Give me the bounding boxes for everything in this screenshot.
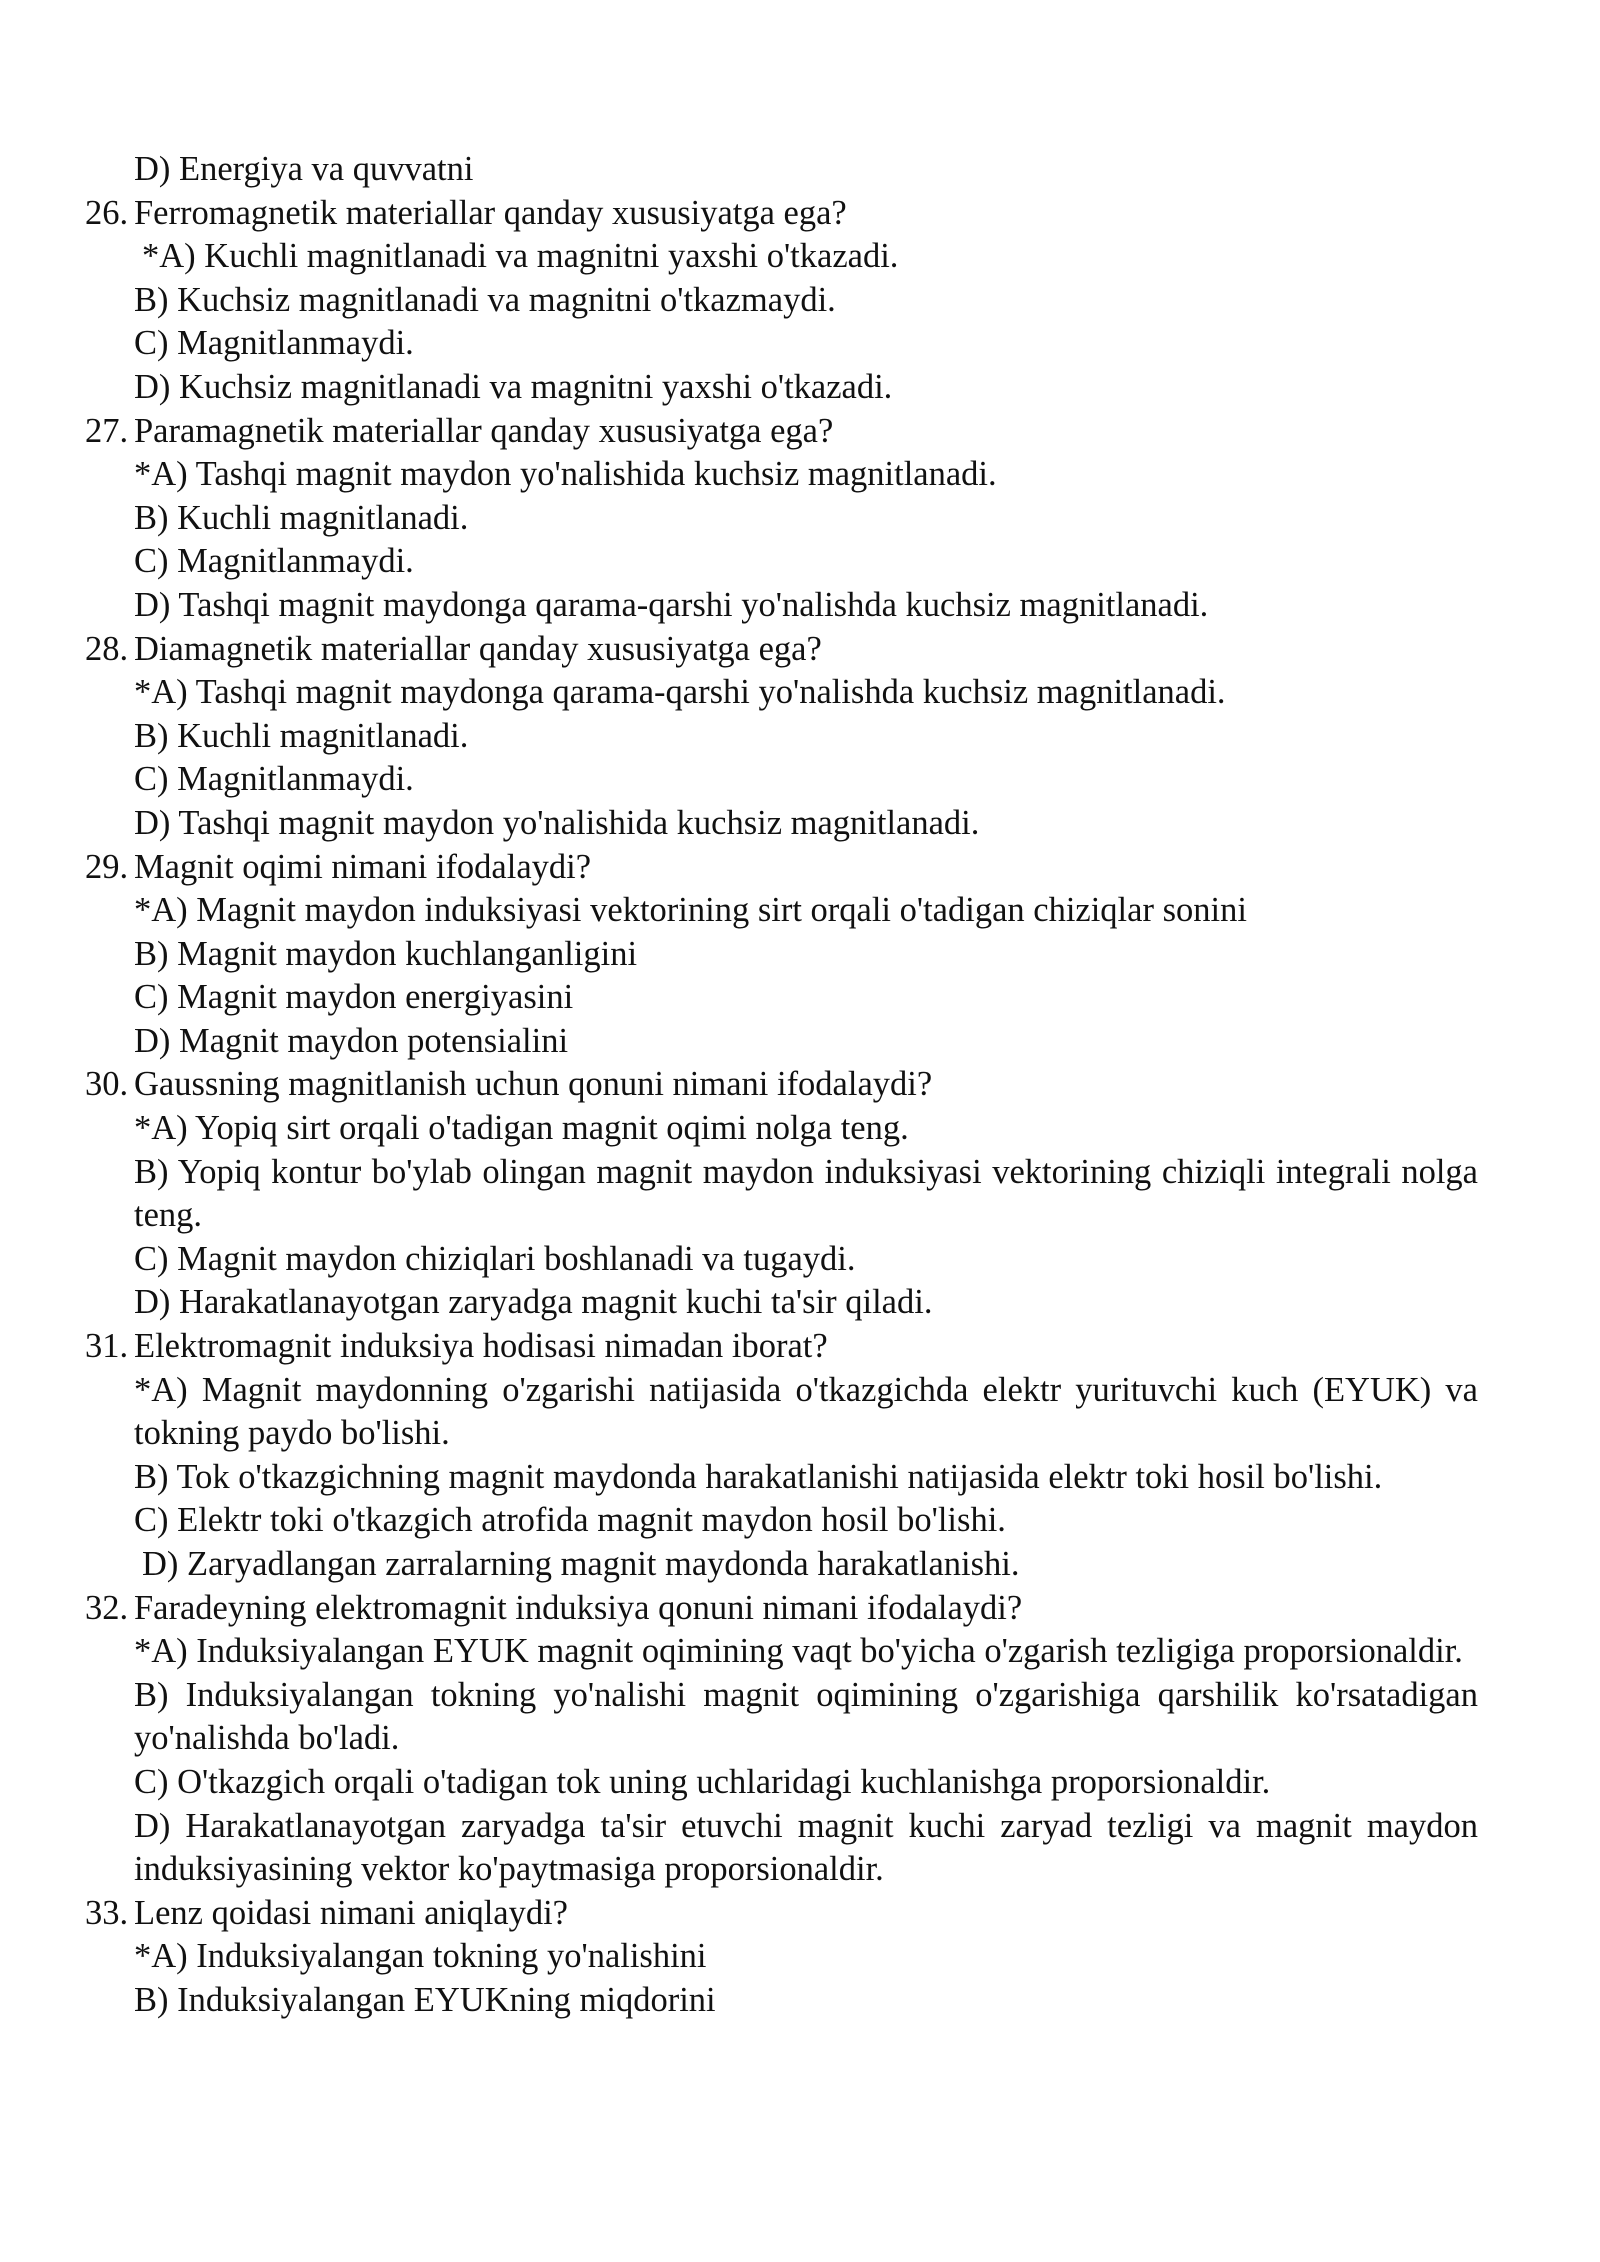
question-line bbox=[0, 1587, 1600, 1631]
answer-option bbox=[0, 933, 1600, 977]
answer-option-text: B) Induksiyalangan tokning yo'nalishi magnit oqimining o'zgarishiga qarshilik ko'rsatadigan yo'nalishda bo'ladi. bbox=[134, 1675, 1478, 1758]
answer-option bbox=[134, 1151, 1478, 1238]
answer-option-text: C) Magnit maydon chiziqlari boshlanadi va tugaydi. bbox=[134, 1239, 856, 1278]
answer-option-text: C) Magnitlanmaydi. bbox=[134, 324, 414, 363]
answer-option-text: *A) Yopiq sirt orqali o'tadigan magnit oqimi nolga teng. bbox=[134, 1109, 909, 1148]
answer-option bbox=[0, 802, 1600, 846]
answer-option bbox=[0, 1935, 1600, 1979]
question-number: 32. bbox=[85, 1588, 129, 1627]
question-number: 26. bbox=[85, 193, 129, 232]
answer-option bbox=[0, 889, 1600, 933]
answer-option bbox=[0, 148, 1600, 192]
answer-option-text: B) Induksiyalangan EYUKning miqdorini bbox=[134, 1980, 716, 2019]
answer-option bbox=[0, 584, 1600, 628]
answer-option bbox=[0, 1761, 1600, 1805]
answer-option bbox=[0, 279, 1600, 323]
question-line bbox=[0, 1063, 1600, 1107]
answer-option bbox=[0, 453, 1600, 497]
answer-option-text: C) Elektr toki o'tkazgich atrofida magnit maydon hosil bo'lishi. bbox=[134, 1501, 1006, 1540]
answer-option bbox=[0, 235, 1600, 279]
answer-option-text: *A) Induksiyalangan EYUK magnit oqimining vaqt bo'yicha o'zgarish tezligiga proporsionaldir. bbox=[134, 1632, 1463, 1671]
answer-option-text: B) Kuchli magnitlanadi. bbox=[134, 716, 469, 755]
answer-option-text: D) Harakatlanayotgan zaryadga ta'sir etuvchi magnit kuchi zaryad tezligi va magnit maydon induksiyasining vektor ko'paytmasiga proporsionaldir. bbox=[134, 1806, 1478, 1889]
question-line bbox=[0, 628, 1600, 672]
answer-option-text: *A) Induksiyalangan tokning yo'nalishini bbox=[134, 1937, 707, 1976]
answer-option-text: C) Magnitlanmaydi. bbox=[134, 760, 414, 799]
answer-option bbox=[0, 497, 1600, 541]
answer-option-text: D) Zaryadlangan zarralarning magnit maydonda harakatlanishi. bbox=[142, 1545, 1020, 1583]
answer-option-text: B) Magnit maydon kuchlanganligini bbox=[134, 934, 638, 973]
question-text: Lenz qoidasi nimani aniqlaydi? bbox=[134, 1893, 568, 1932]
answer-option bbox=[0, 1499, 1600, 1543]
answer-option-text: B) Kuchsiz magnitlanadi va magnitni o'tkazmaydi. bbox=[134, 280, 836, 319]
question-number: 30. bbox=[85, 1065, 129, 1104]
answer-option-text: B) Tok o'tkazgichning magnit maydonda harakatlanishi natijasida elektr toki hosil bo'lishi. bbox=[134, 1457, 1383, 1496]
question-text: Diamagnetik materiallar qanday xususiyatga ega? bbox=[134, 629, 822, 668]
question-line bbox=[0, 192, 1600, 236]
answer-option bbox=[134, 1805, 1478, 1892]
answer-option bbox=[134, 1630, 1478, 1674]
answer-option-text: *A) Magnit maydon induksiyasi vektorining sirt orqali o'tadigan chiziqlar sonini bbox=[134, 891, 1247, 930]
question-text: Paramagnetik materiallar qanday xususiyatga ega? bbox=[134, 411, 834, 450]
answer-option bbox=[134, 1369, 1478, 1456]
answer-option-text: *A) Magnit maydonning o'zgarishi natijasida o'tkazgichda elektr yurituvchi kuch (EYUK) va tokning paydo bo'lishi. bbox=[134, 1370, 1478, 1453]
answer-option-text: *A) Tashqi magnit maydon yo'nalishida kuchsiz magnitlanadi. bbox=[134, 455, 997, 494]
answer-option-text: D) Kuchsiz magnitlanadi va magnitni yaxshi o'tkazadi. bbox=[134, 367, 893, 406]
question-line bbox=[0, 1892, 1600, 1936]
answer-option bbox=[0, 1107, 1600, 1151]
answer-option-text: *A) Tashqi magnit maydonga qarama-qarshi yo'nalishda kuchsiz magnitlanadi. bbox=[134, 673, 1226, 712]
answer-option-text: D) Magnit maydon potensialini bbox=[134, 1021, 569, 1060]
answer-option bbox=[0, 1238, 1600, 1282]
answer-option-text: D) Energiya va quvvatni bbox=[134, 150, 474, 188]
answer-option bbox=[0, 671, 1600, 715]
question-line bbox=[0, 410, 1600, 454]
answer-option bbox=[0, 322, 1600, 366]
question-text: Gaussning magnitlanish uchun qonuni nimani ifodalaydi? bbox=[134, 1065, 933, 1104]
question-number: 27. bbox=[85, 411, 129, 450]
answer-option-text: *A) Kuchli magnitlanadi va magnitni yaxshi o'tkazadi. bbox=[142, 237, 899, 276]
answer-option bbox=[0, 1020, 1600, 1064]
question-number: 29. bbox=[85, 847, 129, 886]
question-text: Faradeyning elektromagnit induksiya qonuni nimani ifodalaydi? bbox=[134, 1588, 1023, 1627]
answer-option-text: B) Kuchli magnitlanadi. bbox=[134, 498, 469, 537]
answer-option-text: C) Magnit maydon energiyasini bbox=[134, 978, 574, 1017]
answer-option-text: D) Tashqi magnit maydonga qarama-qarshi yo'nalishda kuchsiz magnitlanadi. bbox=[134, 585, 1209, 624]
question-text: Magnit oqimi nimani ifodalaydi? bbox=[134, 847, 592, 886]
answer-option bbox=[0, 366, 1600, 410]
answer-option bbox=[0, 1543, 1600, 1587]
answer-option-text: C) Magnitlanmaydi. bbox=[134, 542, 414, 581]
answer-option bbox=[0, 758, 1600, 802]
answer-option-text: B) Yopiq kontur bo'ylab olingan magnit maydon induksiyasi vektorining chiziqli integrali nolga teng. bbox=[134, 1152, 1478, 1235]
answer-option bbox=[0, 1281, 1600, 1325]
answer-option bbox=[134, 1674, 1478, 1761]
question-number: 33. bbox=[85, 1893, 129, 1932]
question-text: Ferromagnetik materiallar qanday xususiyatga ega? bbox=[134, 193, 847, 232]
answer-option-text: D) Harakatlanayotgan zaryadga magnit kuchi ta'sir qiladi. bbox=[134, 1283, 933, 1322]
answer-option bbox=[0, 1979, 1600, 2023]
question-line bbox=[0, 1325, 1600, 1369]
answer-option bbox=[134, 1456, 1478, 1500]
question-text: Elektromagnit induksiya hodisasi nimadan iborat? bbox=[134, 1327, 828, 1366]
question-line bbox=[0, 846, 1600, 890]
answer-option bbox=[0, 540, 1600, 584]
answer-option bbox=[0, 976, 1600, 1020]
answer-option-text: C) O'tkazgich orqali o'tadigan tok uning uchlaridagi kuchlanishga proporsionaldir. bbox=[134, 1762, 1271, 1801]
question-number: 31. bbox=[85, 1327, 129, 1366]
document-page bbox=[0, 148, 1600, 2023]
answer-option-text: D) Tashqi magnit maydon yo'nalishida kuchsiz magnitlanadi. bbox=[134, 803, 980, 842]
question-number: 28. bbox=[85, 629, 129, 668]
answer-option bbox=[0, 715, 1600, 759]
